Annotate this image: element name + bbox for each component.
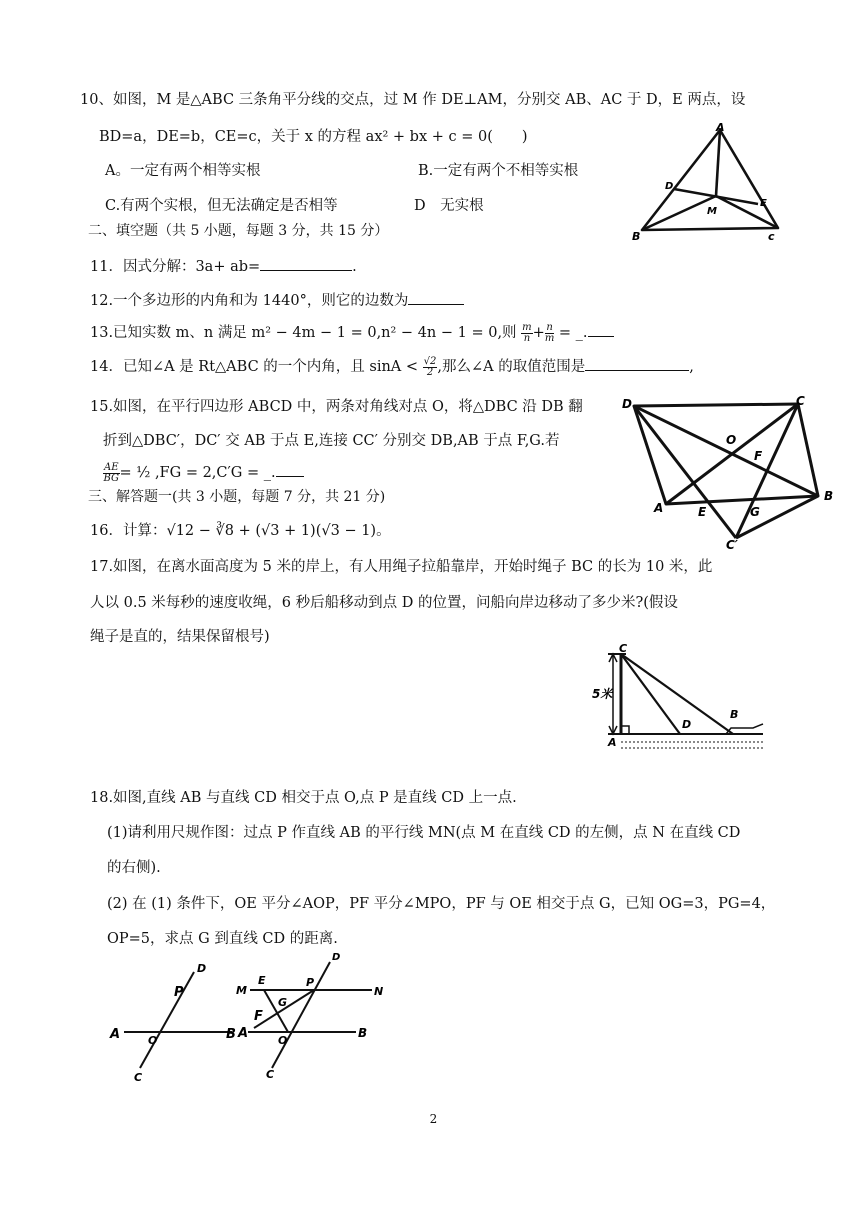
page-number: 2 xyxy=(429,1112,438,1126)
q15-label-e: E xyxy=(698,505,707,519)
q18-figures xyxy=(104,952,404,1085)
section3-heading: 三、解答题一(共 3 小题，每题 7 分，共 21 分) xyxy=(88,489,386,505)
q10-label-e: E xyxy=(760,198,767,209)
q18-fig2-label-n: N xyxy=(374,985,384,998)
q11 xyxy=(90,256,357,277)
q17-shore-figure xyxy=(588,638,773,758)
q17-label-a: A xyxy=(608,736,617,749)
q10-triangle-figure xyxy=(630,118,790,248)
q15-line3-text: = ½ ,FG = 2,C′G = _. xyxy=(119,465,276,481)
q10-label-a: A xyxy=(716,121,725,134)
q11-end: . xyxy=(352,259,357,275)
q15-label-f: F xyxy=(754,449,763,463)
q18-fig2-label-g: G xyxy=(278,996,288,1009)
q18-fig1-label-p: P xyxy=(174,985,184,1000)
q18-line1: 18.如图,直线 AB 与直线 CD 相交于点 O,点 P 是直线 CD 上一点. xyxy=(90,790,517,806)
q16: 16．计算：√12 − ∛8 + (√3 + 1)(√3 − 1)。 xyxy=(90,523,391,539)
q17-label-height: 5米 xyxy=(592,687,613,701)
q18-fig2-label-f: F xyxy=(254,1009,263,1024)
q17-line1: 17.如图，在离水面高度为 5 米的岸上，有人用绳子拉船靠岸，开始时绳子 BC 的长为 10 米，此 xyxy=(90,559,713,575)
section2-heading: 二、填空题（共 5 小题，每题 3 分，共 15 分） xyxy=(88,223,389,239)
q10-label-d: D xyxy=(665,181,674,192)
q18-fig2-label-b: B xyxy=(358,1026,368,1040)
q10-line1: 10、如图，M 是△ABC 三条角平分线的交点，过 M 作 DE⊥AM，分别交 AB、AC 于 D，E 两点，设 xyxy=(80,92,746,108)
q15-parallelogram-figure xyxy=(618,392,843,552)
q15-label-c: C xyxy=(796,394,805,408)
q15-answer-blank[interactable] xyxy=(276,462,304,477)
q18-fig2-label-o: O xyxy=(278,1034,288,1047)
q18-fig2-label-m: M xyxy=(236,984,247,997)
q18-fig1-label-c: C xyxy=(134,1071,143,1084)
q17-label-d: D xyxy=(682,718,692,731)
q14-mid: ,那么∠A 的取值范围是 xyxy=(437,359,586,375)
q13-plus: + xyxy=(532,325,545,341)
q11-text: 11．因式分解：3a+ ab= xyxy=(90,259,261,275)
q17-label-b: B xyxy=(730,708,739,721)
q18-fig1-label-b: B xyxy=(226,1027,236,1042)
q13-answer-blank[interactable] xyxy=(588,322,614,337)
q14-text: 14．已知∠A 是 Rt△ABC 的一个内角，且 sinA < xyxy=(90,359,419,375)
q15-label-c-prime: C′ xyxy=(726,538,738,552)
q18-fig1-label-d: D xyxy=(197,962,207,975)
q15-line1: 15.如图，在平行四边形 ABCD 中，两条对角线对点 O，将△DBC 沿 DB 翻 xyxy=(90,399,583,415)
q15-label-a: A xyxy=(654,501,664,515)
q10-line2: BD=a，DE=b，CE=c，关于 x 的方程 ax² + bx + c = 0( ) xyxy=(99,129,528,145)
q13-text: 13.已知实数 m、n 满足 m² − 4m − 1 = 0,n² − 4n − 1 = 0,则 xyxy=(90,325,517,341)
q18-fig2-label-a: A xyxy=(238,1026,249,1041)
q10-label-b: B xyxy=(632,230,641,243)
q15-label-b: B xyxy=(824,489,834,503)
q13-fraction-1: $\frac{m}{n}$ xyxy=(522,321,532,344)
q13 xyxy=(90,322,614,344)
q18-fig1-label-o: O xyxy=(148,1034,158,1047)
q18-fig2-label-p: P xyxy=(306,976,315,989)
q13-fraction-2: $\frac{n}{m}$ xyxy=(544,321,555,344)
q18-fig1-label-a: A xyxy=(110,1027,121,1042)
q15-line2: 折到△DBC′，DC′ 交 AB 于点 E,连接 CC′ 分别交 DB,AB 于点 F,G.若 xyxy=(103,433,560,449)
q13-end: = _. xyxy=(558,325,588,341)
q15-line3 xyxy=(103,462,304,484)
q14 xyxy=(90,356,694,378)
q11-answer-blank[interactable] xyxy=(260,256,352,271)
q15-label-g: G xyxy=(750,505,760,519)
q14-end: , xyxy=(689,359,694,375)
q14-answer-blank[interactable] xyxy=(585,356,689,371)
q18-fig2-label-c: C xyxy=(266,1068,275,1081)
q18-fig2-label-e: E xyxy=(258,974,266,987)
q10-label-m: M xyxy=(707,206,717,217)
q12-text: 12.一个多边形的内角和为 1440°，则它的边数为 xyxy=(90,293,409,309)
q18-line3: 的右侧). xyxy=(107,860,161,876)
q15-label-d: D xyxy=(622,397,632,411)
q10-option-c: C.有两个实根，但无法确定是否相等 xyxy=(105,198,338,214)
q10-label-c: c xyxy=(768,230,775,243)
q18-line5: OP=5，求点 G 到直线 CD 的距离. xyxy=(107,931,338,947)
q17-line2: 人以 0.5 米每秒的速度收绳，6 秒后船移动到点 D 的位置，问船向岸边移动了多少米?(假设 xyxy=(90,595,678,611)
q10-option-d: D 无实根 xyxy=(414,198,484,214)
q12-answer-blank[interactable] xyxy=(408,290,464,305)
q12 xyxy=(90,290,464,311)
q18-line2: (1)请利用尺规作图：过点 P 作直线 AB 的平行线 MN(点 M 在直线 CD 的左侧，点 N 在直线 CD xyxy=(107,825,741,841)
q15-fraction: $\frac{AE}{BG}$ xyxy=(103,461,120,484)
q10-option-b: B.一定有两个不相等实根 xyxy=(418,163,579,179)
q18-line4: (2) 在 (1) 条件下，OE 平分∠AOP，PF 平分∠MPO，PF 与 OE 相交于点 G，已知 OG=3，PG=4， xyxy=(107,896,776,912)
q14-fraction: $\frac{√2}{2}$ xyxy=(423,355,437,378)
q10-option-a: A。一定有两个相等实根 xyxy=(105,163,261,179)
q18-fig2-label-d: D xyxy=(332,952,341,963)
q15-label-o: O xyxy=(726,433,737,447)
q17-line3: 绳子是直的，结果保留根号) xyxy=(90,629,270,645)
q17-label-c: C xyxy=(619,642,628,655)
